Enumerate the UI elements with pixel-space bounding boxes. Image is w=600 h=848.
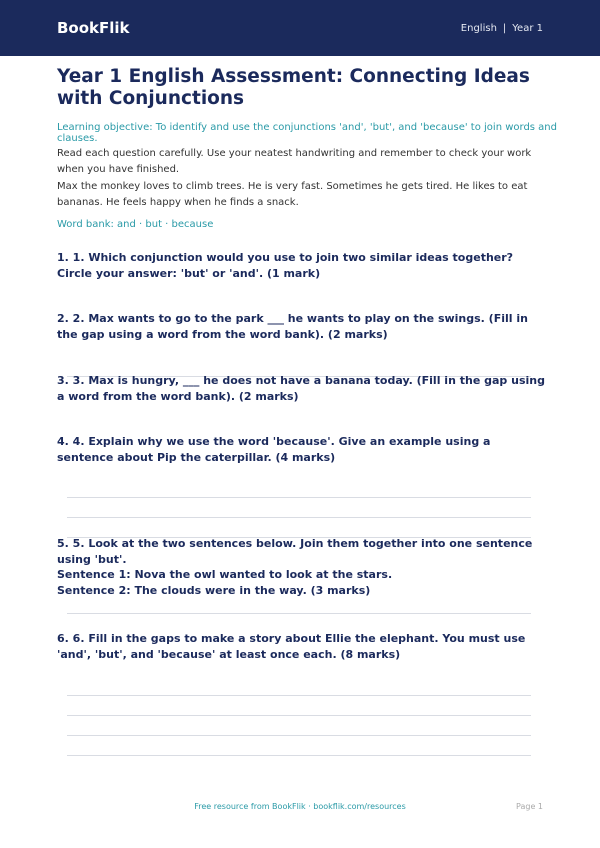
question-text: 6. 6. Fill in the gaps to make a story about Ellie the elephant. You must use 'and', 'but', and 'because' at least once each. (8 marks) [57, 632, 526, 661]
brand-logo[interactable]: BookFlik [57, 19, 130, 37]
passage-text: Max the monkey loves to climb trees. He is very fast. Sometimes he gets tired. He likes to eat bananas. He feels happy when he finds a snack. [57, 181, 528, 208]
question-6 [57, 631, 547, 662]
page-footer [0, 802, 600, 814]
subject-label: English [460, 22, 497, 34]
header-bar [0, 0, 600, 56]
question-4 [57, 434, 547, 465]
question-1 [57, 250, 547, 281]
question-text: 1. 1. Which conjunction would you use to join two similar ideas together? Circle your answer: 'but' or 'and'. (1 mark) [57, 251, 514, 280]
instructions-text: Read each question carefully. Use your neatest handwriting and remember to check your work when you have finished. [57, 148, 532, 175]
answer-line[interactable] [67, 755, 531, 756]
question-text: 3. 3. Max is hungry, ___ he does not have a banana today. (Fill in the gap using a word from the word bank). (2 marks) [57, 374, 545, 403]
footer-credit-link[interactable]: Free resource from BookFlik · bookflik.com/resources [194, 802, 406, 811]
question-3 [57, 373, 547, 404]
year-label: Year 1 [512, 22, 543, 34]
page-title: Year 1 English Assessment: Connecting Ideas with Conjunctions [57, 66, 530, 109]
answer-line[interactable] [67, 497, 531, 498]
question-sentence-2: Sentence 2: The clouds were in the way. (3 marks) [57, 583, 371, 597]
header-meta [461, 23, 543, 34]
answer-line[interactable] [67, 715, 531, 716]
answer-line[interactable] [67, 735, 531, 736]
answer-line[interactable] [67, 613, 531, 614]
question-text: 5. 5. Look at the two sentences below. Join them together into one sentence using 'but'. [57, 537, 533, 566]
question-5 [57, 536, 547, 598]
answer-line[interactable] [67, 517, 531, 518]
learning-objective: Learning objective: To identify and use the conjunctions 'and', 'but', and 'because' to join words and clauses. [57, 122, 557, 144]
question-text: 4. 4. Explain why we use the word 'because'. Give an example using a sentence about Pip the caterpillar. (4 marks) [57, 435, 491, 464]
answer-line[interactable] [67, 695, 531, 696]
question-sentence-1: Sentence 1: Nova the owl wanted to look at the stars. [57, 568, 393, 581]
question-2 [57, 311, 547, 342]
question-text: 2. 2. Max wants to go to the park ___ he wants to play on the swings. (Fill in the gap using a word from the word bank). (2 marks) [57, 312, 528, 341]
header-separator: | [502, 22, 507, 34]
word-bank: Word bank: and · but · because [57, 219, 214, 230]
page-number: Page 1 [516, 802, 543, 811]
